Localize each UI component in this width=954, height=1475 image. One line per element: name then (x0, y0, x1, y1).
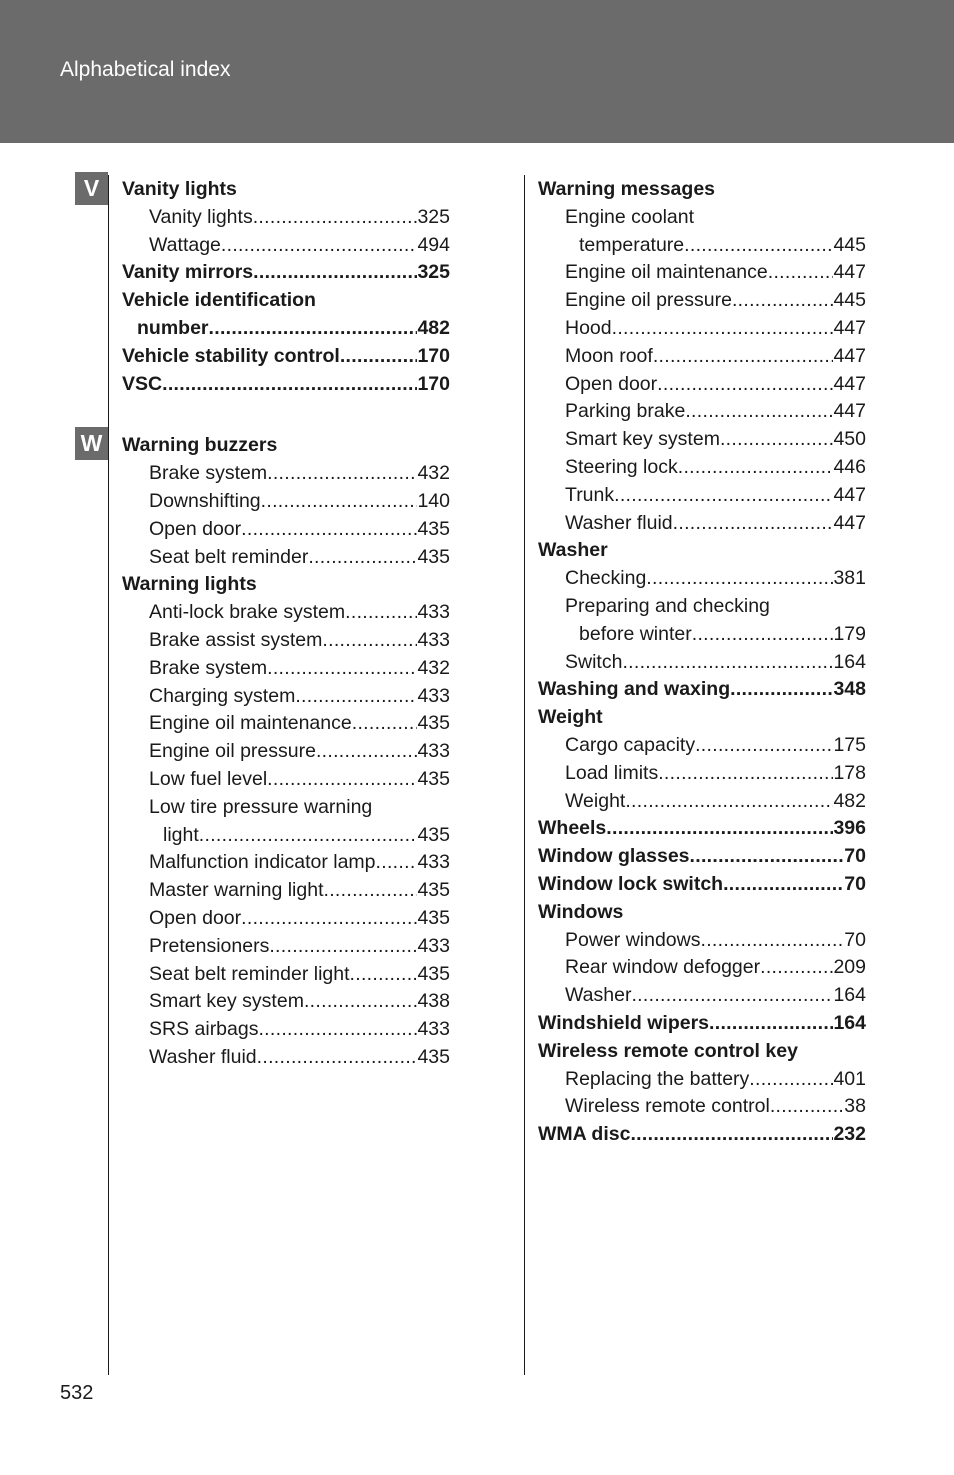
dot-leader (269, 933, 417, 961)
entry-page-number: 140 (417, 489, 450, 512)
dot-leader (695, 732, 833, 760)
entry-label: Brake system (149, 462, 268, 485)
index-heading (538, 1038, 866, 1066)
entry-label: light (163, 823, 199, 846)
dot-leader (322, 627, 417, 655)
entry-page-number: 179 (833, 622, 866, 645)
column-divider-left (108, 175, 109, 1375)
entry-label: Wireless remote control key (538, 1039, 798, 1062)
index-subentry (538, 315, 866, 343)
index-group-v (122, 176, 450, 398)
entry-page-number: 438 (417, 990, 450, 1013)
dot-leader (690, 843, 845, 871)
entry-label: Charging system (149, 684, 296, 707)
index-subentry (538, 732, 866, 760)
entry-label: Brake system (149, 656, 268, 679)
dot-leader (730, 676, 833, 704)
dot-leader (732, 287, 834, 315)
page-header (0, 0, 954, 143)
entry-label: number (137, 316, 209, 339)
entry-label: Weight (565, 789, 626, 812)
entry-page-number: 445 (833, 233, 866, 256)
index-subentry (538, 788, 866, 816)
index-heading (538, 871, 866, 899)
entry-label: Engine coolant (565, 205, 695, 228)
entry-label: Washer fluid (565, 511, 673, 534)
dot-leader (685, 398, 833, 426)
index-heading (538, 899, 866, 927)
index-subentry (538, 259, 866, 287)
section-letter-v: V (75, 172, 108, 205)
entry-page-number: 433 (417, 601, 450, 624)
index-heading (122, 315, 450, 343)
dot-leader (267, 655, 417, 683)
index-subentry (538, 565, 866, 593)
index-heading (538, 704, 866, 732)
entry-label: Engine oil maintenance (565, 261, 768, 284)
dot-leader (257, 1044, 418, 1072)
dot-leader (653, 343, 834, 371)
entry-page-number: 70 (844, 928, 866, 951)
entry-label: Weight (538, 706, 603, 729)
entry-page-number: 450 (833, 428, 866, 451)
dot-leader (673, 510, 834, 538)
entry-label: Switch (565, 650, 623, 673)
index-subentry (538, 482, 866, 510)
entry-label: Low tire pressure warning (149, 795, 373, 818)
entry-label: Checking (565, 567, 647, 590)
index-heading (122, 259, 450, 287)
entry-page-number: 38 (844, 1095, 866, 1118)
index-subentry (122, 683, 450, 711)
dot-leader (606, 815, 833, 843)
entry-page-number: 432 (417, 656, 450, 679)
dot-leader (350, 961, 418, 989)
index-heading (538, 1121, 866, 1149)
entry-label: Vanity lights (122, 178, 237, 200)
entry-label: Seat belt reminder (149, 545, 309, 568)
entry-page-number: 435 (417, 1045, 450, 1068)
entry-label: Seat belt reminder light (149, 962, 350, 985)
index-subentry (122, 488, 450, 516)
entry-label: Open door (149, 906, 242, 929)
index-subentry (122, 460, 450, 488)
entry-page-number: 433 (417, 628, 450, 651)
dot-leader (295, 683, 417, 711)
index-subentry (122, 988, 450, 1016)
group-spacer (122, 398, 450, 432)
entry-page-number: 170 (417, 372, 450, 395)
entry-page-number: 396 (833, 817, 866, 840)
entry-label: Hood (565, 316, 612, 339)
index-heading (122, 343, 450, 371)
index-subentry (538, 621, 866, 649)
dot-leader (267, 460, 417, 488)
index-subentry (122, 738, 450, 766)
entry-page-number: 325 (417, 205, 450, 228)
entry-page-number: 435 (417, 879, 450, 902)
dot-leader (658, 760, 833, 788)
entry-label: Warning lights (122, 573, 257, 596)
dot-leader (316, 738, 418, 766)
entry-page-number: 381 (833, 567, 866, 590)
index-subentry (122, 961, 450, 989)
index-subentry (122, 544, 450, 572)
section-letter-w: W (75, 427, 108, 460)
index-heading (538, 1010, 866, 1038)
dot-leader (622, 649, 833, 677)
entry-page-number: 433 (417, 684, 450, 707)
entry-label: before winter (579, 622, 692, 645)
entry-page-number: 348 (833, 678, 866, 701)
entry-page-number: 447 (833, 483, 866, 506)
entry-label: Low fuel level (149, 767, 268, 790)
header-title: Alphabetical index (60, 58, 231, 81)
entry-label: Brake assist system (149, 628, 323, 651)
index-subentry (538, 1093, 866, 1121)
index-subentry (122, 516, 450, 544)
entry-page-number: 164 (833, 1011, 866, 1034)
entry-page-number: 433 (417, 851, 450, 874)
index-subentry (538, 760, 866, 788)
index-subentry (538, 287, 866, 315)
index-subentry (122, 710, 450, 738)
index-heading (538, 815, 866, 843)
entry-label: temperature (579, 233, 685, 256)
index-subentry (122, 599, 450, 627)
entry-page-number: 447 (833, 316, 866, 339)
dot-leader (304, 988, 418, 1016)
entry-label: Downshifting (149, 489, 261, 512)
entry-label: Moon roof (565, 344, 653, 367)
entry-label: Replacing the battery (565, 1067, 750, 1090)
index-subentry (538, 204, 866, 232)
entry-label: Smart key system (565, 428, 720, 451)
index-subentry (122, 766, 450, 794)
entry-page-number: 433 (417, 934, 450, 957)
entry-page-number: 435 (417, 767, 450, 790)
entry-label: Engine oil maintenance (149, 712, 352, 735)
index-subentry (122, 905, 450, 933)
entry-label: Washing and waxing (538, 678, 731, 701)
entry-label: Cargo capacity (565, 733, 696, 756)
dot-leader (253, 259, 417, 287)
entry-page-number: 482 (417, 316, 450, 339)
dot-leader (614, 482, 833, 510)
index-heading (538, 537, 866, 565)
entry-page-number: 435 (417, 962, 450, 985)
entry-page-number: 432 (417, 462, 450, 485)
index-heading (538, 176, 866, 204)
entry-label: SRS airbags (149, 1018, 259, 1041)
index-heading (122, 432, 450, 460)
entry-page-number: 232 (833, 1123, 866, 1146)
index-subentry (538, 343, 866, 371)
entry-label: Vanity lights (149, 205, 253, 228)
entry-page-number: 494 (417, 233, 450, 256)
index-heading (122, 287, 450, 315)
index-subentry (538, 927, 866, 955)
dot-leader (261, 488, 418, 516)
entry-page-number: 435 (417, 712, 450, 735)
index-subentry (122, 933, 450, 961)
entry-label: Malfunction indicator lamp (149, 851, 376, 874)
dot-leader (631, 982, 833, 1010)
dot-leader (709, 1010, 833, 1038)
entry-label: Window glasses (538, 845, 690, 868)
entry-page-number: 164 (833, 984, 866, 1007)
index-subentry (538, 593, 866, 621)
entry-page-number: 435 (417, 823, 450, 846)
dot-leader (324, 877, 418, 905)
dot-leader (209, 315, 418, 343)
entry-page-number: 164 (833, 650, 866, 673)
entry-label: Engine oil pressure (149, 740, 316, 763)
dot-leader (749, 1066, 833, 1094)
dot-leader (692, 621, 834, 649)
entry-label: Pretensioners (149, 934, 270, 957)
index-heading (122, 176, 450, 204)
entry-label: Anti-lock brake system (149, 601, 346, 624)
dot-leader (199, 822, 418, 850)
entry-label: Vehicle identification (122, 289, 316, 312)
dot-leader (376, 849, 418, 877)
index-column-left (122, 176, 450, 1072)
index-subentry (122, 232, 450, 260)
index-subentry (122, 1044, 450, 1072)
entry-label: Open door (149, 517, 242, 540)
entry-label: Wattage (149, 233, 221, 256)
index-subentry (538, 982, 866, 1010)
dot-leader (340, 343, 418, 371)
dot-leader (221, 232, 418, 260)
entry-page-number: 178 (833, 761, 866, 784)
entry-label: Warning buzzers (122, 434, 278, 457)
index-group-w (122, 432, 450, 1071)
dot-leader (684, 232, 833, 260)
dot-leader (241, 905, 417, 933)
entry-page-number: 325 (417, 261, 450, 284)
entry-label: Warning messages (538, 178, 716, 200)
entry-page-number: 435 (417, 545, 450, 568)
index-heading (122, 571, 450, 599)
entry-label: Parking brake (565, 400, 686, 423)
entry-label: Preparing and checking (565, 594, 770, 617)
entry-label: Smart key system (149, 990, 304, 1013)
entry-page-number: 482 (833, 789, 866, 812)
index-subentry (538, 426, 866, 454)
index-subentry (538, 954, 866, 982)
index-subentry (122, 204, 450, 232)
dot-leader (162, 371, 417, 399)
dot-leader (241, 516, 417, 544)
entry-label: Open door (565, 372, 658, 395)
entry-label: Power windows (565, 928, 701, 951)
entry-page-number: 447 (833, 261, 866, 284)
entry-page-number: 435 (417, 906, 450, 929)
entry-label: Window lock switch (538, 872, 724, 895)
dot-leader (625, 788, 833, 816)
entry-label: Load limits (565, 761, 659, 784)
index-subentry (538, 371, 866, 399)
dot-leader (768, 259, 834, 287)
entry-label: Vehicle stability control (122, 344, 340, 367)
entry-page-number: 447 (833, 344, 866, 367)
entry-page-number: 447 (833, 511, 866, 534)
dot-leader (267, 766, 417, 794)
index-subentry (538, 649, 866, 677)
entry-page-number: 70 (844, 845, 866, 868)
entry-label: Vanity mirrors (122, 261, 254, 284)
index-heading (538, 843, 866, 871)
index-subentry (122, 655, 450, 683)
dot-leader (253, 204, 418, 232)
entry-label: Rear window defogger (565, 956, 761, 979)
index-column-right (538, 176, 866, 1149)
dot-leader (612, 315, 834, 343)
entry-page-number: 433 (417, 1018, 450, 1041)
index-subentry (538, 232, 866, 260)
dot-leader (657, 371, 833, 399)
entry-page-number: 446 (833, 455, 866, 478)
entry-label: Washer (565, 984, 632, 1007)
entry-label: WMA disc (538, 1123, 631, 1146)
entry-page-number: 447 (833, 400, 866, 423)
dot-leader (720, 426, 834, 454)
dot-leader (630, 1121, 833, 1149)
index-subentry (538, 454, 866, 482)
dot-leader (345, 599, 417, 627)
entry-page-number: 70 (844, 872, 866, 895)
index-subentry (122, 794, 450, 822)
index-subentry (538, 398, 866, 426)
index-subentry (122, 822, 450, 850)
index-heading (122, 371, 450, 399)
entry-label: Master warning light (149, 879, 324, 902)
entry-page-number: 175 (833, 733, 866, 756)
entry-label: Wheels (538, 817, 607, 840)
index-subentry (122, 849, 450, 877)
entry-page-number: 209 (833, 956, 866, 979)
dot-leader (700, 927, 844, 955)
index-subentry (538, 510, 866, 538)
entry-page-number: 435 (417, 517, 450, 540)
index-subentry (122, 1016, 450, 1044)
entry-label: Engine oil pressure (565, 289, 732, 312)
entry-label: Windshield wipers (538, 1011, 710, 1034)
dot-leader (678, 454, 834, 482)
dot-leader (258, 1016, 417, 1044)
entry-page-number: 401 (833, 1067, 866, 1090)
entry-page-number: 445 (833, 289, 866, 312)
dot-leader (723, 871, 844, 899)
entry-page-number: 447 (833, 372, 866, 395)
entry-label: Washer fluid (149, 1045, 257, 1068)
entry-label: Trunk (565, 483, 615, 506)
entry-label: Windows (538, 900, 624, 923)
dot-leader (760, 954, 833, 982)
index-subentry (538, 1066, 866, 1094)
dot-leader (308, 544, 417, 572)
entry-page-number: 433 (417, 740, 450, 763)
dot-leader (352, 710, 418, 738)
entry-label: Wireless remote control (565, 1095, 770, 1118)
dot-leader (646, 565, 833, 593)
entry-label: VSC (122, 372, 163, 395)
entry-label: Steering lock (565, 455, 678, 478)
page-number: 532 (60, 1382, 94, 1404)
entry-label: Washer (538, 539, 608, 562)
index-heading (538, 676, 866, 704)
index-subentry (122, 627, 450, 655)
entry-page-number: 170 (417, 344, 450, 367)
index-subentry (122, 877, 450, 905)
column-divider-middle (524, 175, 525, 1375)
dot-leader (770, 1093, 844, 1121)
